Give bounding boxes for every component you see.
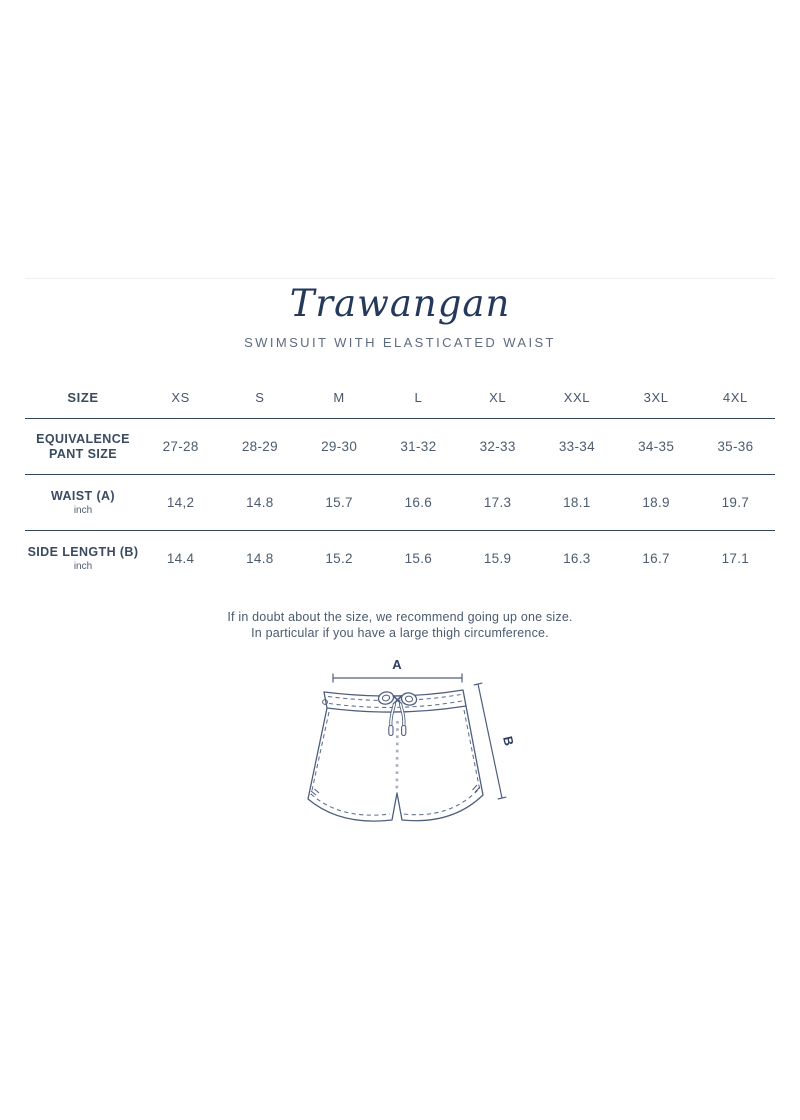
table-cell: 14.4 bbox=[166, 551, 195, 566]
size-header-4xl: 4XL bbox=[722, 389, 748, 405]
size-table bbox=[25, 376, 775, 586]
table-cell: 15.9 bbox=[483, 551, 512, 566]
size-header-xs: XS bbox=[171, 389, 190, 405]
table-row-side-length bbox=[25, 531, 775, 586]
size-header-l: L bbox=[414, 389, 423, 405]
table-row-waist bbox=[25, 475, 775, 531]
measure-a-label: A bbox=[392, 657, 402, 672]
product-title: Trawangan bbox=[289, 282, 511, 325]
table-cell: 15.2 bbox=[325, 551, 353, 566]
table-cell: 18.9 bbox=[642, 495, 670, 510]
table-cell: 14.8 bbox=[246, 551, 274, 566]
table-cell: 15.6 bbox=[404, 551, 433, 566]
row-label-waist: WAIST (A) inch bbox=[50, 488, 115, 516]
fly-stitch-line bbox=[397, 721, 398, 790]
table-cell: 34-35 bbox=[638, 439, 675, 454]
size-header-m: M bbox=[333, 389, 345, 405]
table-cell: 17.3 bbox=[483, 495, 512, 510]
table-cell: 16.3 bbox=[563, 551, 591, 566]
size-header-3xl: 3XL bbox=[643, 389, 669, 405]
table-cell: 31-32 bbox=[400, 439, 437, 454]
table-cell: 14,2 bbox=[166, 495, 195, 510]
hem-notches bbox=[311, 785, 480, 795]
table-cell: 28-29 bbox=[241, 439, 278, 454]
shorts-body-outline bbox=[308, 706, 483, 821]
size-column-header: SIZE bbox=[67, 389, 99, 405]
shorts-diagram bbox=[280, 648, 530, 848]
row-label-side-length: SIDE LENGTH (B) inch bbox=[27, 544, 139, 572]
table-cell: 27-28 bbox=[162, 439, 199, 454]
sizing-note-line1: If in doubt about the size, we recommend going up one size. bbox=[227, 610, 573, 624]
table-cell: 16.7 bbox=[642, 551, 670, 566]
measure-a bbox=[333, 674, 462, 683]
product-subtitle: SWIMSUIT WITH ELASTICATED WAIST bbox=[244, 335, 556, 350]
table-cell: 17.1 bbox=[721, 551, 750, 566]
size-header-xxl: XXL bbox=[563, 389, 591, 405]
top-divider bbox=[25, 278, 775, 279]
size-header-s: S bbox=[255, 389, 265, 405]
table-cell: 16.6 bbox=[404, 495, 433, 510]
table-cell: 18.1 bbox=[563, 495, 591, 510]
table-cell: 33-34 bbox=[558, 439, 595, 454]
size-header-xl: XL bbox=[489, 389, 507, 405]
sizing-note-line2: In particular if you have a large thigh circumference. bbox=[251, 625, 549, 640]
table-cell: 15.7 bbox=[325, 495, 353, 510]
table-cell: 19.7 bbox=[721, 495, 750, 510]
table-cell: 14.8 bbox=[246, 495, 274, 510]
row-label-pant-size: EQUIVALENCE PANT SIZE bbox=[36, 431, 130, 461]
sizing-note bbox=[0, 610, 800, 641]
measure-b-label: B bbox=[500, 734, 517, 748]
table-row-pant-size bbox=[25, 419, 775, 475]
table-cell: 29-30 bbox=[321, 439, 358, 454]
size-table-header-row bbox=[25, 376, 775, 419]
table-cell: 32-33 bbox=[479, 439, 516, 454]
table-cell: 35-36 bbox=[717, 439, 754, 454]
